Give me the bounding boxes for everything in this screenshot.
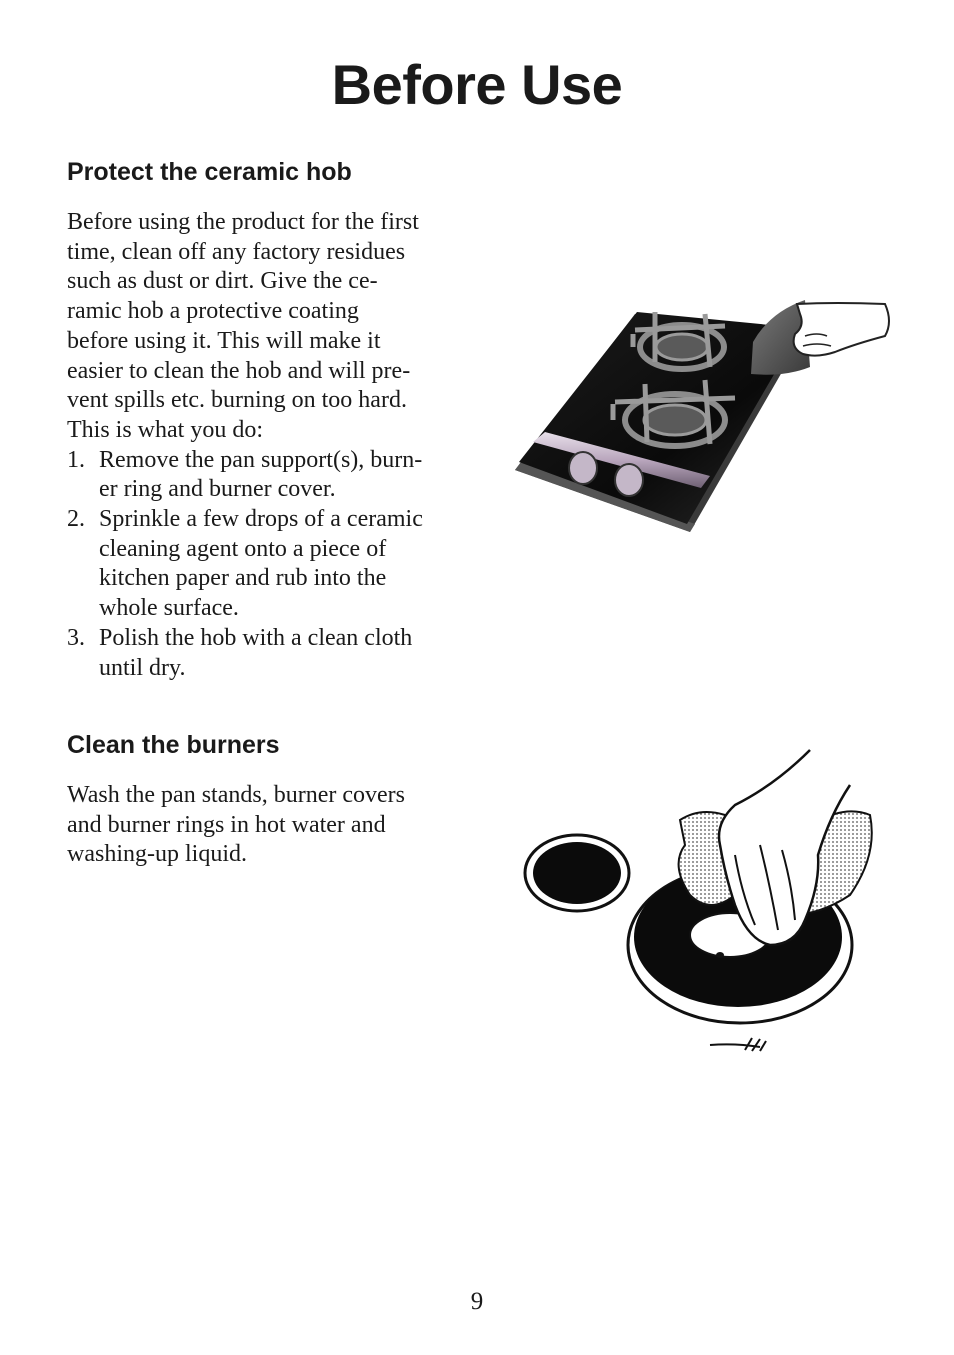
- page-title: Before Use: [331, 53, 623, 116]
- text-line: time, clean off any factory residues: [67, 238, 406, 265]
- burner-washing-illustration: [520, 745, 885, 1065]
- text-line: er ring and burner cover.: [99, 476, 336, 503]
- text-line: kitchen paper and rub into the: [99, 565, 387, 592]
- text-line: Remove the pan support(s), burn-: [99, 446, 423, 473]
- list-item: [67, 505, 447, 624]
- protect-intro-paragraph: [67, 208, 447, 446]
- burners-paragraph: [67, 781, 447, 870]
- list-item: [67, 624, 447, 683]
- hob-cleaning-illustration: [505, 292, 900, 537]
- step-number: 1.: [67, 446, 85, 473]
- text-line: vent spills etc. burning on too hard.: [67, 387, 407, 414]
- text-line: such as dust or dirt. Give the ce-: [67, 268, 378, 295]
- text-line: until dry.: [99, 654, 186, 681]
- list-item: [67, 446, 447, 505]
- text-line: cleaning agent onto a piece of: [99, 535, 387, 562]
- section-heading-protect: Protect the ceramic hob: [67, 158, 352, 186]
- text-line: and burner rings in hot water and: [67, 811, 386, 838]
- section-heading-burners: Clean the burners: [67, 731, 280, 759]
- cleaning-steps-list: [67, 446, 447, 684]
- text-line: easier to clean the hob and will pre-: [67, 357, 411, 384]
- step-number: 3.: [67, 624, 85, 651]
- page-number: 9: [470, 1288, 484, 1315]
- text-line: This is what you do:: [67, 416, 263, 443]
- text-line: before using it. This will make it: [67, 327, 381, 354]
- text-line: Before using the product for the first: [67, 209, 419, 235]
- text-line: whole surface.: [99, 595, 239, 622]
- text-line: ramic hob a protective coating: [67, 298, 359, 325]
- text-line: washing-up liquid.: [67, 841, 247, 868]
- text-line: Polish the hob with a clean cloth: [99, 624, 413, 651]
- step-number: 2.: [67, 506, 85, 532]
- text-line: Wash the pan stands, burner covers: [67, 782, 405, 808]
- text-line: Sprinkle a few drops of a ceramic: [99, 506, 423, 532]
